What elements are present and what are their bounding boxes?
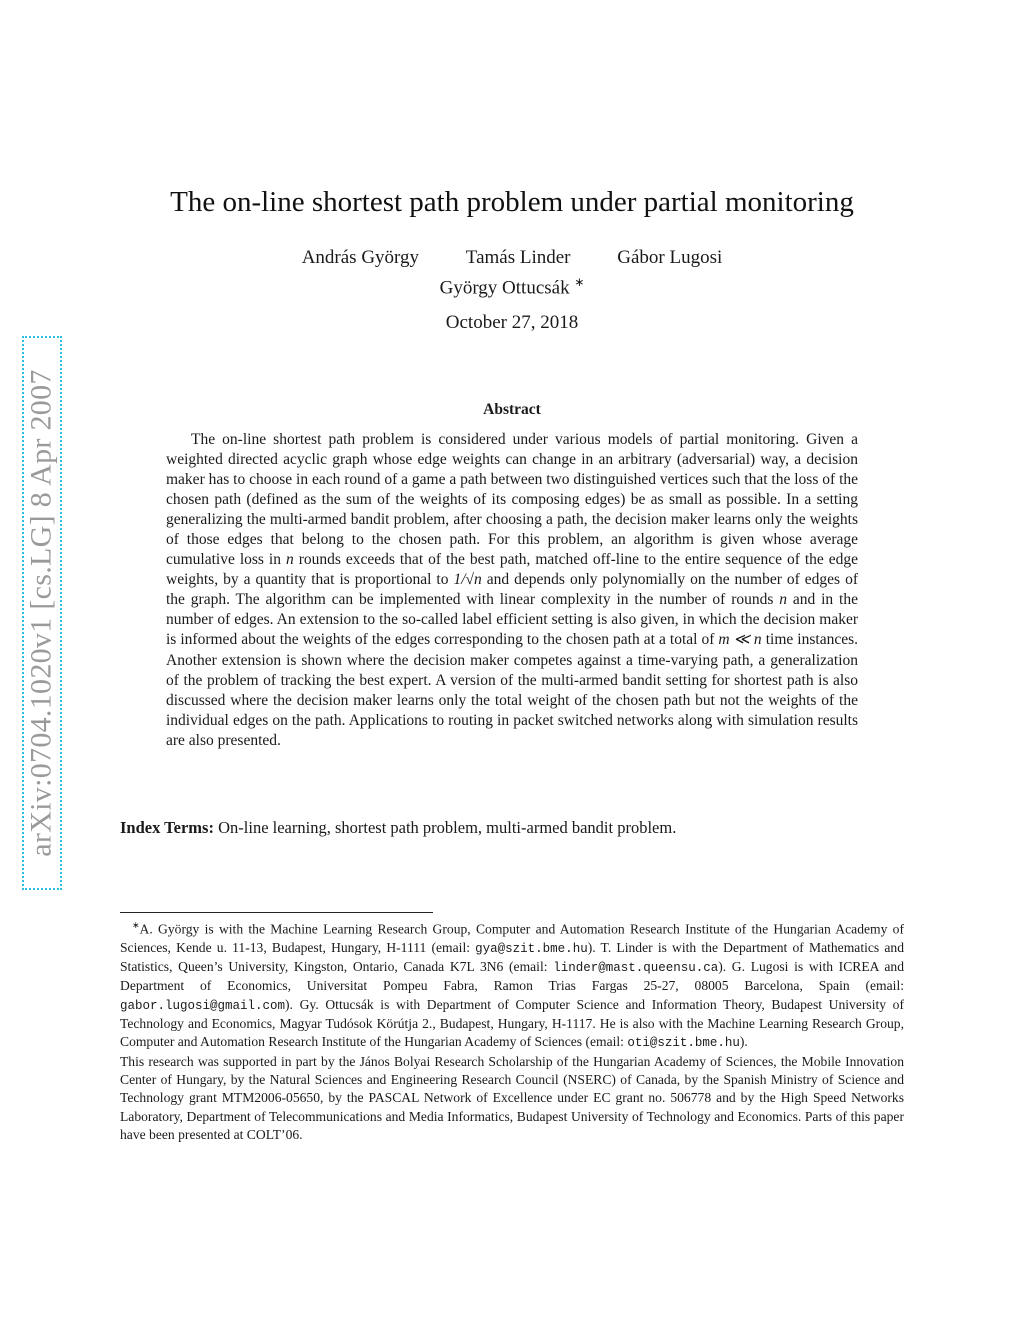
abstract-body: The on-line shortest path problem is considered under various models of partial monitoring. Given a weighted directed acyclic graph whose edge weights can change in an arbitrary (adversarial) way, a decision maker has to choose in each round of a game a path between two distinguished vertices such that the loss of the chosen path (defined as the sum of the weights of its composing edges) be as small as possible. In a setting generalizing the multi-armed bandit problem, after choosing a path, the decision maker learns only the weights of those edges that belong to the chosen path. For this problem, an algorithm is given whose average cumulative loss in n rounds exceeds that of the best path, matched off-line to the entire sequence of the edge weights, by a quantity that is proportional to 1/√n and depends only polynomially on the number of edges of the graph. The algorithm can be implemented with linear complexity in the number of rounds n and in the number of edges. An extension to the so-called label efficient setting is also given, in which the decision maker is informed about the weights of the edges corresponding to the chosen path at a total of m ≪ n time instances. Another extension is shown where the decision maker competes against a time-varying path, a generalization of the problem of tracking the best expert. A version of the multi-armed bandit setting for shortest path is also discussed where the decision maker learns only the total weight of the chosen path but not the weights of the individual edges on the path. Applications to routing in packet switched networks along with simulation results are also presented. — [166, 431, 859, 749]
author-footnote-mark: ∗ — [574, 275, 585, 289]
paper-title: The on-line shortest path problem under partial monitoring — [170, 186, 854, 218]
footnote-funding: This research was supported in part by the János Bolyai Research Scholarship of the Hungarian Academy of Sciences, the Mobile Innovation Center of Hungary, by the Natural Sciences and Engineering Research Council (NSERC) of Canada, by the Spanish Ministry of Science and Technology grant MTM2006-05650, by the PASCAL Network of Excellence under EC grant no. 506778 and by the High Speed Networks Laboratory, Department of Telecommunications and Media Informatics, Budapest University of Technology and Economics. Parts of this paper have been presented at COLT’06. — [120, 1053, 904, 1142]
index-terms-text: On-line learning, shortest path problem, multi-armed bandit problem. — [213, 818, 677, 837]
arxiv-stamp — [22, 336, 62, 890]
footnote — [120, 916, 904, 1144]
email-lugosi[interactable]: gabor.lugosi@gmail.com — [120, 998, 286, 1013]
author-linder: Tamás Linder — [465, 247, 571, 268]
math-m-much-less-n: m ≪ n — [718, 631, 762, 649]
footnote-affiliations: ∗A. György is with the Machine Learning Research Group, Computer and Automation Research Institute of the Hungarian Academy of Sciences, Kende u. 11-13, Budapest, Hungary, H-1111 (email: gya@szit.bme.hu). T. Linder is with the Department of Mathematics and Statistics, Queen’s University, Kingston, Ontario, Canada K7L 3N6 (email: linder@mast.queensu.ca). G. Lugosi is with ICREA and Department of Economics, Universitat Pompeu Fabra, Ramon Trias Fargas 25-27, 08005 Barcelona, Spain (email: gabor.lugosi@gmail.com). Gy. Ottucsák is with Department of Computer Science and Information Theory, Budapest University of Technology and Economics, Magyar Tudósok Körútja 2., Budapest, Hungary, H-1117. He is also with the Machine Learning Research Group, Computer and Automation Research Institute of the Hungarian Academy of Sciences (email: oti@szit.bme.hu). — [120, 920, 905, 1051]
author-lugosi: Gábor Lugosi — [617, 247, 723, 268]
math-n: n — [285, 551, 294, 569]
index-terms-label: Index Terms: — [120, 818, 214, 837]
arxiv-identifier: arXiv:0704.1020v1 [cs.LG] 8 Apr 2007 — [25, 369, 58, 857]
author-block — [200, 246, 824, 300]
email-linder[interactable]: linder@mast.queensu.ca — [553, 961, 719, 976]
author-ottucsak: György Ottucsák — [439, 277, 570, 299]
math-n: n — [779, 591, 788, 609]
index-terms — [120, 818, 904, 838]
email-gyorgy[interactable]: gya@szit.bme.hu — [475, 941, 588, 956]
email-ottucsak[interactable]: oti@szit.bme.hu — [627, 1036, 740, 1051]
abstract-heading: Abstract — [483, 401, 541, 418]
footnote-rule — [120, 912, 433, 913]
math-rate: 1/√n — [453, 571, 482, 589]
paper-date: October 27, 2018 — [445, 312, 579, 333]
author-gyorgy: András György — [301, 247, 420, 268]
